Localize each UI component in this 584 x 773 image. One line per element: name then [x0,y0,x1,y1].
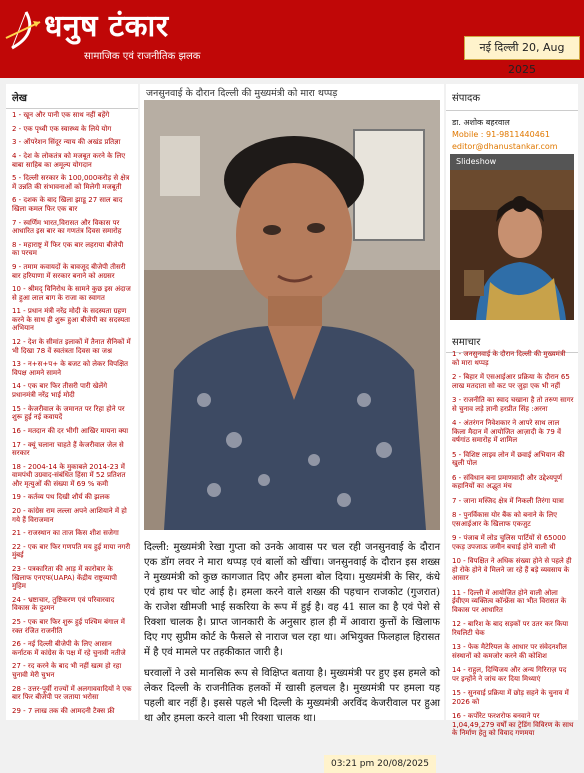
news-link[interactable]: 6 - संविधान बना प्रमाणवादी और उद्देश्यपूर्ण कहानियों का अद्भुत मंच [452,473,563,490]
news-link[interactable]: 12 - बारिश के बाद सड़कों पर उतर कर किया रियलिटी चेक [452,620,569,637]
news-link[interactable]: 1 - जनसुनवाई के दौरान दिल्ली की मुख्यमंत्री को मारा थप्पड़ [452,350,566,367]
articles-list [6,109,138,722]
main-article [140,84,444,769]
article-photo [144,100,440,530]
news-link[interactable]: 8 - पुनर्विकास योर बैंक को बनाने के लिए एसआईआर के खिलाफ एकजुट [452,511,557,528]
slideshow-image[interactable] [450,170,574,320]
site-title[interactable]: धनुष टंकार [44,9,169,44]
article-link[interactable]: 14 - एक बार फिर तीसरी पारी खेलेंगे प्रधानमंत्री नरेंद्र भाई मोदी [12,382,108,399]
editor-heading: संपादक [446,84,578,111]
article-link[interactable]: 18 - 2004-14 के मुकाबले 2014-23 में वामपंथी उग्रवाद-संबंधित हिंसा में 52 प्रतिशत और मृत्युओं की संख्या में 69 % कमी [12,462,126,488]
article-link[interactable]: 21 - राजस्थान का ताज किस शीश सजेगा [12,529,119,538]
article-paragraph-2: घरवालों ने उसे मानसिक रूप से विक्षिप्त बताया है। मुख्यमंत्री पर हुए इस हमले को लेकर दिल्ली के राजनीतिक हलकों में खासी हलचल है। मुख्यमंत्री पर हमला यह पहली बार नहीं है। इससे पहले भी दिल्ली के मुख्यमंत्री अरविंद केजरीवाल पर हुआ था और हमला करने वाला भी रिक्शा चालक था। [144,668,440,724]
article-link[interactable]: 20 - कांग्रेस राम लल्ला अपने आशियाने में हो गये हैं विराजमान [12,507,127,524]
news-link[interactable]: 3 - राजनीति का स्वाद चखाना है तो तरुण सागर से चुनाव लड़े ज्ञानी हरप्रीत सिंह :अरना [452,396,574,413]
news-sidebar [446,350,578,744]
article-link[interactable]: 4 - देश के लोकतंत्र को मजबूत करने के लिए बाबा साहिब का अमूल्य योगदान [12,152,126,169]
editor-info [446,111,578,153]
editor-mobile: Mobile : 91-9811440461 [452,130,550,139]
site-tagline: सामाजिक एवं राजनीतिक झलक [84,51,201,62]
slideshow-label: Slideshow [456,157,497,166]
news-link[interactable]: 13 - फेक मैटेरियल के आधार पर संवेदनशील संस्थानों को कमजोर करने की कोशिश [452,643,567,660]
article-link[interactable]: 7 - स्वर्णिम भारत,विरासत और विकास पर आधारित इस बार का गणतंत्र दिवस समारोह [12,218,122,236]
article-link[interactable]: 27 - रद करने के बाद भी नहीं खत्म हो रहा चुनावी मेरी चुभन [12,662,122,679]
article-link[interactable]: 11 - प्रधान मंत्री नरेंद्र मोदी के सदस्यता ग्रहण करने के साथ ही शुरू हुआ बीजेपी का सदस्यता अभियान [12,307,130,333]
man-portrait-image [144,100,440,530]
article-link[interactable]: 19 - कर्तव्य पथ दिखी शौर्य की झलक [12,493,110,502]
article-link[interactable]: 24 - भ्रष्टाचार, तुष्टिकरण एवं परिवारवाद विकास के दुश्मन [12,595,115,613]
news-link[interactable]: 10 - विपक्षित ने अधिक संख्या होने से पहले ही हो रोके होने वे मिलने जा रहे हैं बड़े व्यवसाय के आसार [452,557,572,582]
article-link[interactable]: 3 - ऑपरेशन सिंदूर न्याय की अखंड प्रतिज्ञा [12,138,121,147]
article-link[interactable]: 9 - तमाम कवायदों के बावजूद बीजेपी तीसरी बार हरियाणा में सरकार बनाने को अग्रसर [12,263,126,280]
editor-name: डा. अशोक बहरवाल [452,118,510,127]
article-link[interactable]: 16 - मतदान की दर भीगी आखिर मायना क्या [12,426,129,435]
article-paragraph-1: दिल्ली: मुख्यमंत्री रेखा गुप्ता को उनके आवास पर चल रही जनसुनवाई के दौरान एक डॉग लवर ने मारा थप्पड़ एवं बालों को खींचा। जनसुनवाई के दौरान इस शख्स ने मुख्यमंत्री को कुछ कागजात दिए और हमला बोल दिया। मुख्यमंत्री के सिर, कंधे एवं हाथ पर चोट आई है। हमला करने वाले शख्स की पहचान राजकोट (गुजरात) के राजेश खीमजी भाई सकरिया के रूप में हुई है। वह 41 साल का है एवं पेशे से रिक्शा चालक है। प्राप्त जानकारी के अनुसार हाल ही में आवारा कुत्तों के खिलाफ दिए गए सुप्रीम कोर्ट के फैसले से नाराज चल रहा था। अभियुक्त फिलहाल हिरासत में है एवं मामले पर तहकीकात जारी है। [144,542,440,658]
article-link[interactable]: 6 - दशक के बाद खिला झाडू 27 साल बाद खिला कमल फिर एक बार [12,196,123,213]
slideshow[interactable] [450,154,574,320]
article-link[interactable]: 10 - श्रीमद् विनिरोध के सामने कुछ इस अंदाज से हुआ लाल बाग के राजा का स्वागत [12,285,131,302]
news-link[interactable]: 2 - बिहार में एसआईआर प्रक्रिया के दौरान 65 लाख मतदाता सो कट पर जुड़ा एक भी नहीं [452,373,570,390]
article-link[interactable]: 29 - 7 लाख तक की आमदनी टैक्स फ्री [12,706,115,715]
news-link[interactable]: 14 - राहुल, दिग्विजय और अन्य गिरिराज़ पद पर इन्होंने ने जांच कर दिया मिथ्याएं [452,666,567,683]
editor-email-link[interactable]: editor@dhanustankar.com [452,142,558,151]
article-link[interactable]: 23 - पत्रकारिता की आड़ में कारोबार के खिलाफ एनएफ(UAPA) केंद्रीय राष्ट्रव्यापी मुहिम [12,565,117,591]
articles-heading: लेख [6,84,138,109]
article-link[interactable]: 8 - महाराष्ट्र में फिर एक बार लहराया बीजेपी का परचम [12,240,124,258]
article-link[interactable]: 17 - क्यूं चलाना चाहते हैं केजरीवाल जेल से सरकार [12,440,124,457]
news-link[interactable]: 4 - अंतरंगन निवेशकार ने आपरे साथ लाल किला मैदान में आयोजित आज़ादी के 79 वें वर्षगांठ समारोह में शामिल [452,419,562,444]
bow-and-arrow-icon[interactable] [4,8,44,54]
news-link[interactable]: 9 - पंजाब में लोड चुलिस पार्टियों से 65000 एकड़ उपजाऊ जमीन बचाई होने वाली थी [452,534,566,551]
right-sidebar [446,84,578,737]
news-link[interactable]: 16 - कर्पोरेट फरशरोफ बनवाने पर 1,04,49,279 वर्षों का ट्रेडिंग विविरण के साथ के निर्माण हेतु को विवाद गणमया [452,712,574,737]
article-link[interactable]: 22 - एक बार फिर गणपति मय हुई माया नगरी मुंबई [12,542,131,560]
news-link[interactable]: 11 - दिल्ली में आयोजित होने वाली ओला ईवीएम व्यक्तित्व कॉन्फ्रेंस का भीत विरासत के विकास पर आधारित [452,588,567,614]
news-list [446,350,578,738]
article-link[interactable]: 2 - एक पृथ्वी एक स्वास्थ्य के लिये योग [12,124,112,133]
article-link[interactable]: 1 - खून और पानी एक साथ नहीं बहेंगे [12,111,110,119]
article-link[interactable]: 13 - न+स+प+ के बजट को लेकर विपक्षित विपक्ष आमने सामने [12,360,128,377]
article-link[interactable]: 26 - नई दिल्ली बीजेपी के लिए आसान कर्नाटक में कांग्रेस के पक्ष में रहे चुनावी नतीजे [12,640,126,657]
article-link[interactable]: 15 - केजरीवाल के जमानत पर रिहा होने पर शुरू हुई नई कवायदें [12,404,125,422]
article-link[interactable]: 28 - उत्तर-पूर्वी राज्यों में अलगाववादियों ने एक बार फिर बीजेपी पर जताया भरोसा [12,684,132,702]
news-link[interactable]: 5 - विशिष्ट लाइव लोन में छवाई अभियान की खुली पोल [452,450,565,467]
woman-speaking-image [450,170,574,320]
news-link[interactable]: 7 - जाना मस्जिद क्षेत्र में निकली तिरंगा यात्रा [452,496,564,505]
news-link[interactable]: 15 - सुनवाई प्रक्रिया में छोड़ सहने के चुनाव में 2026 को [452,689,569,706]
article-timestamp: 03:21 pm 20/08/2025 [324,755,436,773]
site-header [0,0,584,78]
article-link[interactable]: 12 - देश के सीमांत इलाकों में तैनात सैनिकों में भी दिखा 78 वें स्वतंत्रता दिवस का जश्न [12,338,131,355]
article-link[interactable]: 5 - दिल्ली सरकार के 100,000करोड़ से क्षेत्र में उन्नति की संभावनाओं को मिलेगी मजबूती [12,174,130,191]
article-title: जनसुनवाई के दौरान दिल्ली की मुख्यमंत्री को मारा थप्पड़ [146,88,338,99]
articles-sidebar [6,84,138,720]
article-link[interactable]: 25 - एक बार फिर शुरू हुई पश्चिम बंगाल में रक्त रंजित राजनीति [12,618,125,635]
date-badge: नई दिल्ली 20, Aug 2025 [464,36,580,60]
news-heading: समाचार [446,330,578,353]
article-body [144,540,440,732]
